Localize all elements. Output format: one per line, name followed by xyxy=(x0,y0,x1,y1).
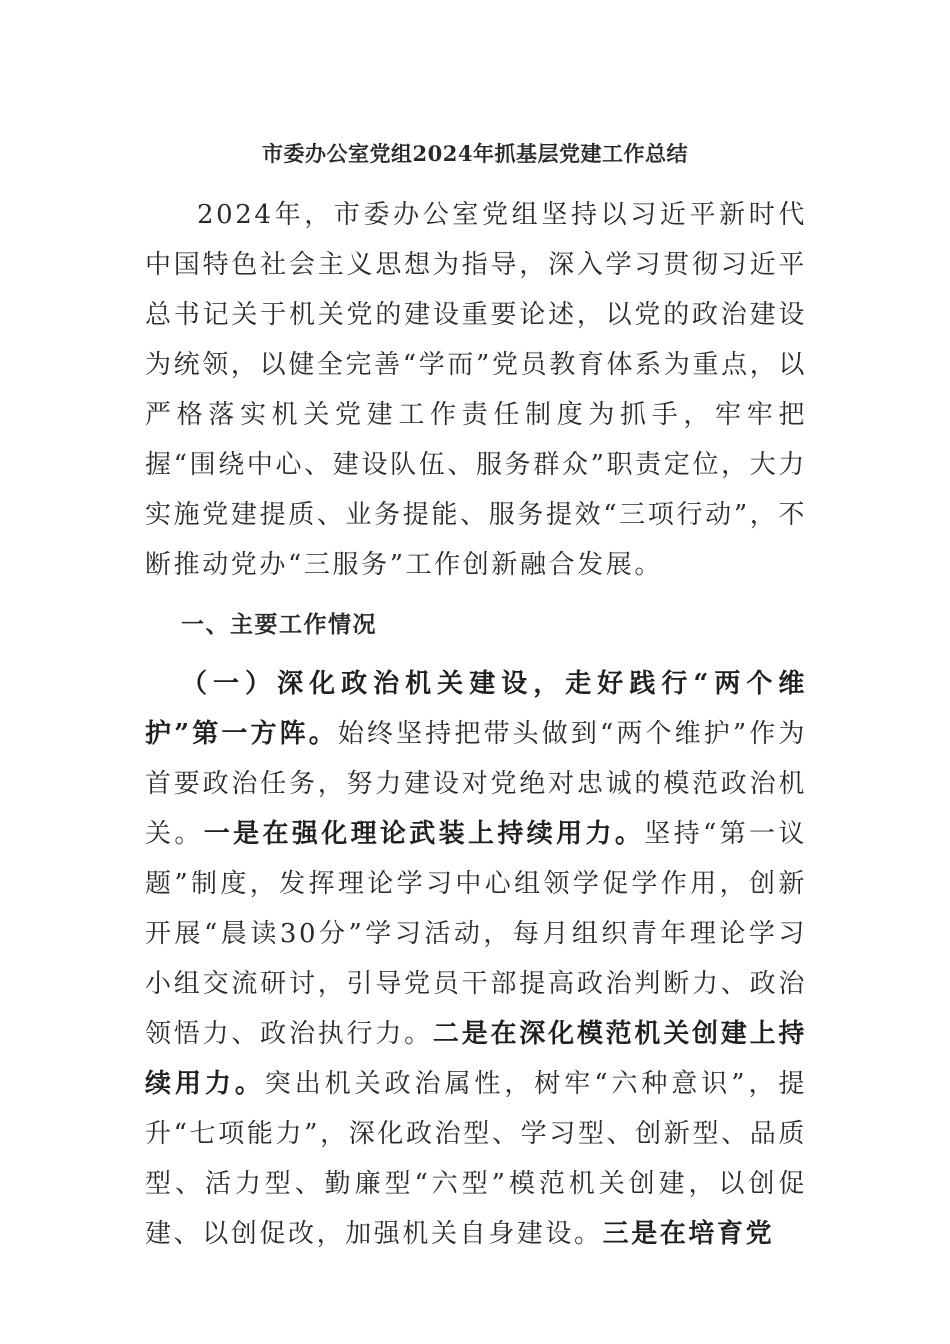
point-1-text: 坚持“第一议题”制度，发挥理论学习中心组领学促学作用，创新开展“晨读30分”学习活动，每月组织青年理论学习小组交流研讨，引导党员干部提高政治判断力、政治领悟力、政治执行力。 xyxy=(145,819,807,1049)
point-2-title: 二是在深化模范机关创建上持续用力。 xyxy=(145,1019,807,1099)
point-3-title: 三是在培育党 xyxy=(602,1219,775,1249)
section-heading: 一、主要工作情况 xyxy=(181,611,377,638)
intro-paragraph: 2024年，市委办公室党组坚持以习近平新时代中国特色社会主义思想为指导，深入学习贯彻习近平总书记关于机关党的建设重要论述，以党的政治建设为统领，以健全完善“学而”党员教育体系为重点，以严格落实机关党建工作责任制度为抓手，牢牢把握“围绕中心、建设队伍、服务群众”职责定位，大力实施党建提质、业务提能、服务提效“三项行动”，不断推动党办“三服务”工作创新融合发展。 xyxy=(145,200,807,580)
point-1-title: 一是在强化理论武装上持续用力。 xyxy=(203,819,645,849)
section-paragraph xyxy=(145,659,807,1259)
point-2-text: 突出机关政治属性，树牢“六种意识”，提升“七项能力”，深化政治型、学习型、创新型、品质型、活力型、勤廉型“六型”模范机关创建，以创促建、以创促改，加强机关自身建设。 xyxy=(145,1069,808,1249)
document-title: 市委办公室党组2024年抓基层党建工作总结 xyxy=(262,141,688,166)
subsection-lead: （一）深化政治机关建设，走好践行“两个维护”第一方阵。 xyxy=(145,669,807,749)
subsection-text: 始终坚持把带头做到“两个维护”作为首要政治任务，努力建设对党绝对忠诚的模范政治机关。 xyxy=(145,719,807,849)
